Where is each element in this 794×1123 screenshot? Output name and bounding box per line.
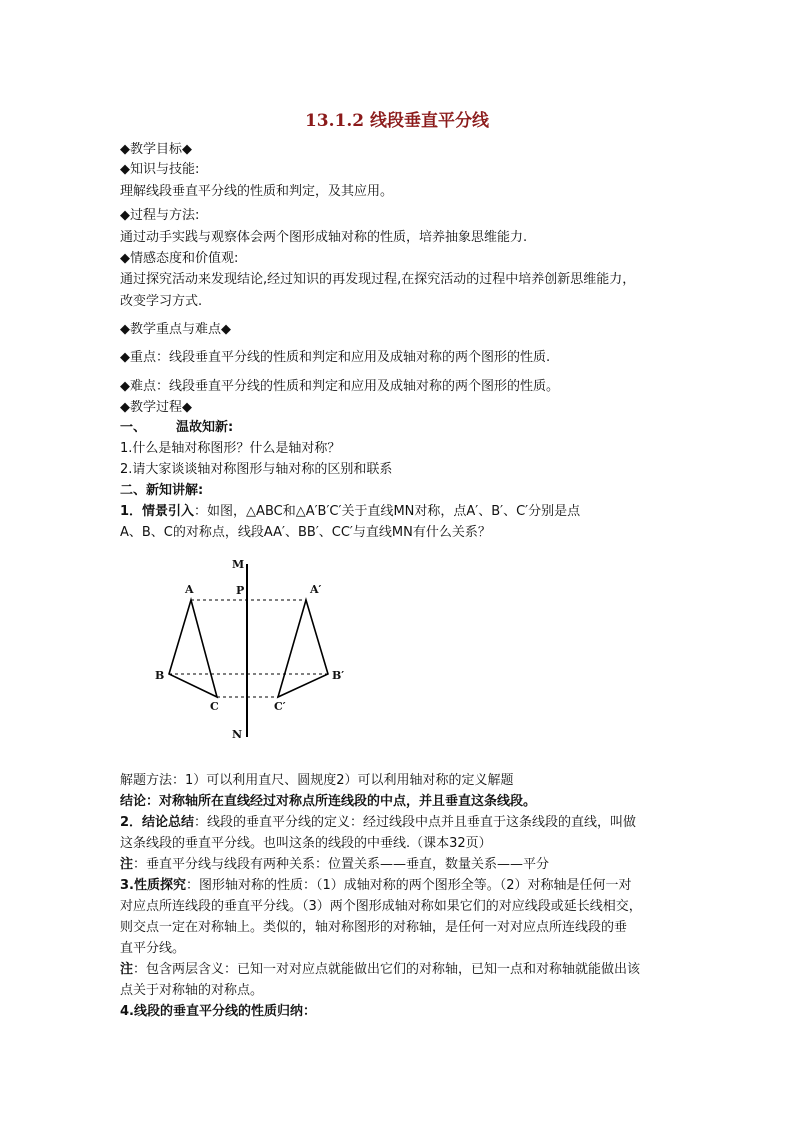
note2-line2: 点关于对称轴的对称点。 xyxy=(120,983,264,998)
summary-line1 xyxy=(120,813,680,832)
label-n: N xyxy=(232,728,243,741)
note2-text: ：包含两层含义：已知一对对应点就能做出它们的对称轴，已知一点和对称轴就能做出该 xyxy=(133,962,641,977)
note2-line1 xyxy=(120,960,680,979)
label-b-prime: B′ xyxy=(332,669,345,682)
section-number: 一、 xyxy=(120,420,147,435)
knowledge-skills-heading: ◆知识与技能: xyxy=(120,162,200,177)
triangle-abc-prime xyxy=(278,600,328,697)
label-p: P xyxy=(236,584,245,597)
key-point-text: ◆重点：线段垂直平分线的性质和判定和应用及成轴对称的两个图形的性质. xyxy=(120,350,551,365)
property-line2: 对应点所连线段的垂直平分线。（3）两个图形成轴对称如果它们的对应线段或延长线相交， xyxy=(120,899,642,914)
label-b: B xyxy=(155,669,165,682)
scenario-intro-line1 xyxy=(120,502,680,521)
label-c-prime: C′ xyxy=(274,700,286,713)
note-line1 xyxy=(120,855,680,874)
attitude-text-line1: 通过探究活动来发现结论,经过知识的再发现过程,在探究活动的过程中培养创新思维能力， xyxy=(120,272,636,287)
knowledge-skills-text: 理解线段垂直平分线的性质和判定，及其应用。 xyxy=(120,184,394,199)
summary-text: ：线段的垂直平分线的定义：经过线段中点并且垂直于这条线段的直线，叫做 xyxy=(194,815,637,830)
property-line4: 直平分线。 xyxy=(120,941,186,956)
section-review-heading xyxy=(120,418,680,437)
property-line1 xyxy=(120,876,680,895)
label-a-prime: A′ xyxy=(310,583,322,596)
summary-label: 2．结论总结 xyxy=(120,815,195,830)
property-label: 3.性质探究 xyxy=(120,878,186,893)
scenario-intro-label: 1．情景引入 xyxy=(120,504,195,519)
page-title: 13.1.2 线段垂直平分线 xyxy=(304,111,490,131)
review-question-2: 2.请大家谈谈轴对称图形与轴对称的区别和联系 xyxy=(120,462,393,477)
symmetry-diagram xyxy=(150,552,360,742)
note-text: ：垂直平分线与线段有两种关系：位置关系——垂直，数量关系——平分 xyxy=(133,857,550,872)
label-m: M xyxy=(232,558,245,571)
property-line3: 则交点一定在对称轴上。类似的，轴对称图形的对称轴，是任何一对对应点所连线段的垂 xyxy=(120,920,628,935)
property-summary-heading: 4.线段的垂直平分线的性质归纳： xyxy=(120,1004,316,1019)
summary-line2: 这条线段的垂直平分线。也叫这条的线段的中垂线.（课本32页） xyxy=(120,836,492,851)
scenario-intro-line2: A、B、C的对称点，线段AA′、BB′、CC′与直线MN有什么关系？ xyxy=(120,525,491,540)
solution-method-text: 解题方法：1）可以利用直尺、圆规度2）可以利用轴对称的定义解题 xyxy=(120,773,514,788)
property-text: ：图形轴对称的性质：（1）成轴对称的两个图形全等。（2）对称轴是任何一对 xyxy=(185,878,632,893)
review-question-1: 1.什么是轴对称图形？什么是轴对称？ xyxy=(120,441,341,456)
section-label: 温故知新: xyxy=(176,420,234,435)
label-c: C xyxy=(210,700,219,713)
difficulty-text: ◆难点：线段垂直平分线的性质和判定和应用及成轴对称的两个图形的性质。 xyxy=(120,379,559,394)
objectives-heading: ◆教学目标◆ xyxy=(120,142,192,157)
process-method-heading: ◆过程与方法: xyxy=(120,208,200,223)
note2-label: 注 xyxy=(120,962,134,977)
label-a: A xyxy=(185,583,194,596)
scenario-intro-text: ：如图，△ABC和△A′B′C′关于直线MN对称，点A′、B′、C′分别是点 xyxy=(194,504,581,519)
key-points-heading: ◆教学重点与难点◆ xyxy=(120,322,231,337)
attitude-heading: ◆情感态度和价值观: xyxy=(120,251,239,266)
conclusion-text: 结论：对称轴所在直线经过对称点所连线段的中点，并且垂直这条线段。 xyxy=(120,794,537,809)
teaching-process-heading: ◆教学过程◆ xyxy=(120,400,192,415)
process-method-text: 通过动手实践与观察体会两个图形成轴对称的性质，培养抽象思维能力. xyxy=(120,230,528,245)
section-new-knowledge-heading: 二、新知讲解: xyxy=(120,483,204,498)
note-label: 注 xyxy=(120,857,134,872)
triangle-abc xyxy=(169,600,217,697)
attitude-text-line2: 改变学习方式. xyxy=(120,294,203,309)
